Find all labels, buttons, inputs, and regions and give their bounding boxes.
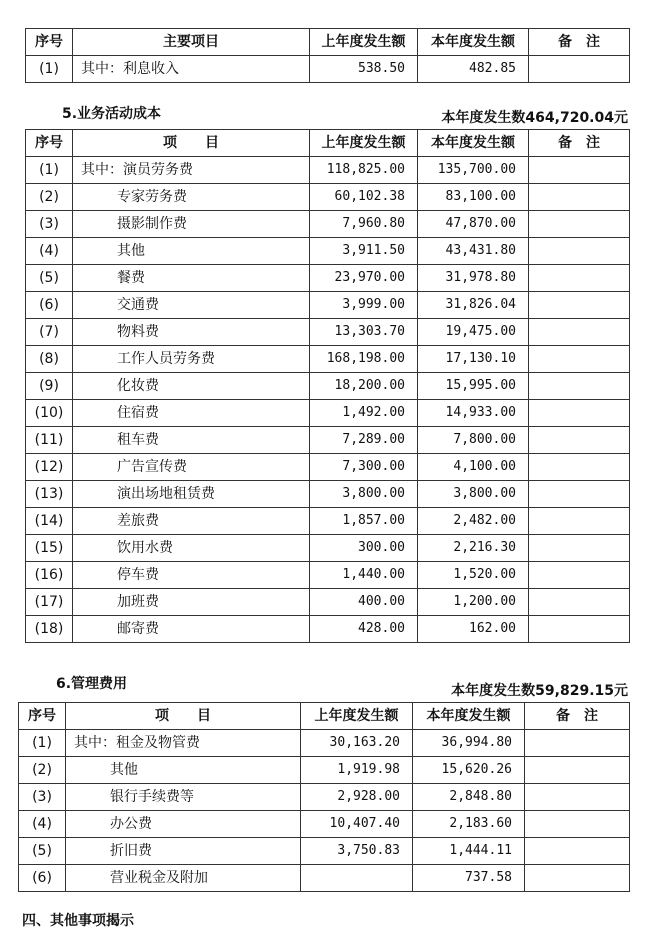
row-curr-amount: 737.58 [413, 865, 525, 892]
row-prev-amount: 428.00 [310, 616, 418, 643]
row-note [525, 811, 630, 838]
table-row [26, 562, 630, 589]
row-item-name: 交通费 [73, 292, 310, 319]
row-item-name: 折旧费 [66, 838, 301, 865]
row-prev-amount: 3,750.83 [301, 838, 413, 865]
col-header-note: 备 注 [525, 703, 630, 730]
row-item-name: 专家劳务费 [73, 184, 310, 211]
row-prev-amount: 7,289.00 [310, 427, 418, 454]
row-number: (6) [26, 292, 73, 319]
table-row [26, 319, 630, 346]
row-note [529, 238, 630, 265]
row-prev-amount: 23,970.00 [310, 265, 418, 292]
row-number: (13) [26, 481, 73, 508]
row-number: (10) [26, 400, 73, 427]
row-item-name: 银行手续费等 [66, 784, 301, 811]
row-note [525, 784, 630, 811]
row-curr-amount: 1,444.11 [413, 838, 525, 865]
row-prev-amount: 1,492.00 [310, 400, 418, 427]
table-row [26, 292, 630, 319]
row-item-name: 其他 [73, 238, 310, 265]
row-curr-amount: 4,100.00 [418, 454, 529, 481]
table-row [26, 508, 630, 535]
row-note [529, 535, 630, 562]
row-curr-amount: 47,870.00 [418, 211, 529, 238]
row-curr-amount: 3,800.00 [418, 481, 529, 508]
row-note [529, 427, 630, 454]
row-item-name: 广告宣传费 [73, 454, 310, 481]
row-prev-amount: 13,303.70 [310, 319, 418, 346]
table-row [26, 616, 630, 643]
row-number: (11) [26, 427, 73, 454]
row-number: (1) [19, 730, 66, 757]
row-number: (12) [26, 454, 73, 481]
row-note [525, 838, 630, 865]
row-note [529, 319, 630, 346]
col-header-no: 序号 [26, 130, 73, 157]
row-prev-amount: 60,102.38 [310, 184, 418, 211]
table-row [26, 481, 630, 508]
row-item-name: 停车费 [73, 562, 310, 589]
row-curr-amount: 43,431.80 [418, 238, 529, 265]
row-note [529, 211, 630, 238]
table-row [26, 454, 630, 481]
row-prev-amount: 300.00 [310, 535, 418, 562]
row-note [529, 184, 630, 211]
col-header-curr: 本年度发生额 [418, 130, 529, 157]
section5-total: 本年度发生数464,720.04元 [441, 110, 628, 126]
row-curr-amount: 31,826.04 [418, 292, 529, 319]
row-item-name: 物料费 [73, 319, 310, 346]
table-row [19, 757, 630, 784]
row-note [529, 373, 630, 400]
col-header-item: 项 目 [73, 130, 310, 157]
row-curr-amount: 162.00 [418, 616, 529, 643]
table-header-row [26, 130, 630, 157]
row-number: (14) [26, 508, 73, 535]
table-row [19, 838, 630, 865]
row-number: (17) [26, 589, 73, 616]
row-number: (1) [26, 56, 73, 83]
row-number: (8) [26, 346, 73, 373]
col-header-prev: 上年度发生额 [310, 130, 418, 157]
col-header-note: 备 注 [529, 29, 630, 56]
row-note [529, 562, 630, 589]
row-note [529, 616, 630, 643]
row-number: (3) [19, 784, 66, 811]
row-number: (15) [26, 535, 73, 562]
row-curr-amount: 83,100.00 [418, 184, 529, 211]
row-item-name: 化妆费 [73, 373, 310, 400]
row-prev-amount: 3,911.50 [310, 238, 418, 265]
row-number: (5) [19, 838, 66, 865]
row-item-name: 租车费 [73, 427, 310, 454]
row-note [529, 346, 630, 373]
row-note [525, 730, 630, 757]
row-prev-amount: 538.50 [310, 56, 418, 83]
row-item-name: 差旅费 [73, 508, 310, 535]
row-note [529, 265, 630, 292]
table-row [26, 184, 630, 211]
row-number: (3) [26, 211, 73, 238]
row-note [529, 454, 630, 481]
row-prev-amount: 1,919.98 [301, 757, 413, 784]
row-note [529, 157, 630, 184]
table-row [19, 811, 630, 838]
row-number: (6) [19, 865, 66, 892]
row-prev-amount: 7,960.80 [310, 211, 418, 238]
row-prev-amount: 2,928.00 [301, 784, 413, 811]
col-header-item: 项 目 [66, 703, 301, 730]
section5-title: 5.业务活动成本 [62, 106, 162, 122]
row-prev-amount: 400.00 [310, 589, 418, 616]
row-curr-amount: 2,482.00 [418, 508, 529, 535]
row-number: (1) [26, 157, 73, 184]
row-prev-amount: 18,200.00 [310, 373, 418, 400]
row-number: (2) [19, 757, 66, 784]
income-table [25, 28, 630, 83]
table-row [26, 56, 630, 83]
row-note [529, 292, 630, 319]
row-item-name: 摄影制作费 [73, 211, 310, 238]
row-note [525, 865, 630, 892]
section6-total: 本年度发生数59,829.15元 [451, 683, 628, 699]
row-curr-amount: 31,978.80 [418, 265, 529, 292]
row-number: (5) [26, 265, 73, 292]
row-number: (16) [26, 562, 73, 589]
row-curr-amount: 15,995.00 [418, 373, 529, 400]
row-note [529, 481, 630, 508]
table-row [26, 346, 630, 373]
row-item-name: 办公费 [66, 811, 301, 838]
col-header-no: 序号 [26, 29, 73, 56]
row-prev-amount: 1,440.00 [310, 562, 418, 589]
table-header-row [19, 703, 630, 730]
table-row [26, 535, 630, 562]
row-curr-amount: 19,475.00 [418, 319, 529, 346]
row-prev-amount: 10,407.40 [301, 811, 413, 838]
row-number: (7) [26, 319, 73, 346]
row-note [525, 757, 630, 784]
row-curr-amount: 17,130.10 [418, 346, 529, 373]
row-curr-amount: 14,933.00 [418, 400, 529, 427]
table-row [19, 730, 630, 757]
row-item-name: 加班费 [73, 589, 310, 616]
table-row [26, 427, 630, 454]
section6-title: 6.管理费用 [56, 676, 128, 692]
row-curr-amount: 2,848.80 [413, 784, 525, 811]
table-row [26, 400, 630, 427]
row-curr-amount: 7,800.00 [418, 427, 529, 454]
col-header-curr: 本年度发生额 [418, 29, 529, 56]
table-row [26, 265, 630, 292]
row-curr-amount: 482.85 [418, 56, 529, 83]
row-item-name: 工作人员劳务费 [73, 346, 310, 373]
row-prev-amount: 7,300.00 [310, 454, 418, 481]
row-item-name: 演出场地租赁费 [73, 481, 310, 508]
row-item-name: 餐费 [73, 265, 310, 292]
row-item-name: 住宿费 [73, 400, 310, 427]
row-note [529, 400, 630, 427]
col-header-no: 序号 [19, 703, 66, 730]
row-prev-amount: 3,999.00 [310, 292, 418, 319]
table-row [26, 211, 630, 238]
row-curr-amount: 135,700.00 [418, 157, 529, 184]
row-prev-amount: 118,825.00 [310, 157, 418, 184]
row-curr-amount: 2,216.30 [418, 535, 529, 562]
business-cost-table [25, 129, 630, 643]
row-curr-amount: 36,994.80 [413, 730, 525, 757]
table-row [19, 865, 630, 892]
row-prev-amount: 30,163.20 [301, 730, 413, 757]
row-item-name: 饮用水费 [73, 535, 310, 562]
row-number: (4) [26, 238, 73, 265]
row-note [529, 508, 630, 535]
row-item-name: 其中：租金及物管费 [66, 730, 301, 757]
table-row [19, 784, 630, 811]
row-prev-amount: 168,198.00 [310, 346, 418, 373]
row-number: (18) [26, 616, 73, 643]
row-number: (9) [26, 373, 73, 400]
col-header-prev: 上年度发生额 [310, 29, 418, 56]
table-header-row [26, 29, 630, 56]
col-header-prev: 上年度发生额 [301, 703, 413, 730]
row-item-name: 其他 [66, 757, 301, 784]
col-header-curr: 本年度发生额 [413, 703, 525, 730]
row-prev-amount: 3,800.00 [310, 481, 418, 508]
row-item-name: 邮寄费 [73, 616, 310, 643]
table-row [26, 373, 630, 400]
admin-cost-table [18, 702, 630, 892]
row-curr-amount: 2,183.60 [413, 811, 525, 838]
col-header-note: 备 注 [529, 130, 630, 157]
row-item-name: 其中：利息收入 [73, 56, 310, 83]
section-other-title: 四、其他事项揭示 [22, 913, 134, 929]
row-prev-amount [301, 865, 413, 892]
table-row [26, 157, 630, 184]
table-row [26, 238, 630, 265]
row-prev-amount: 1,857.00 [310, 508, 418, 535]
col-header-item: 主要项目 [73, 29, 310, 56]
row-number: (4) [19, 811, 66, 838]
table-row [26, 589, 630, 616]
row-item-name: 其中：演员劳务费 [73, 157, 310, 184]
row-number: (2) [26, 184, 73, 211]
row-note [529, 56, 630, 83]
row-curr-amount: 1,200.00 [418, 589, 529, 616]
row-curr-amount: 1,520.00 [418, 562, 529, 589]
row-curr-amount: 15,620.26 [413, 757, 525, 784]
row-item-name: 营业税金及附加 [66, 865, 301, 892]
row-note [529, 589, 630, 616]
